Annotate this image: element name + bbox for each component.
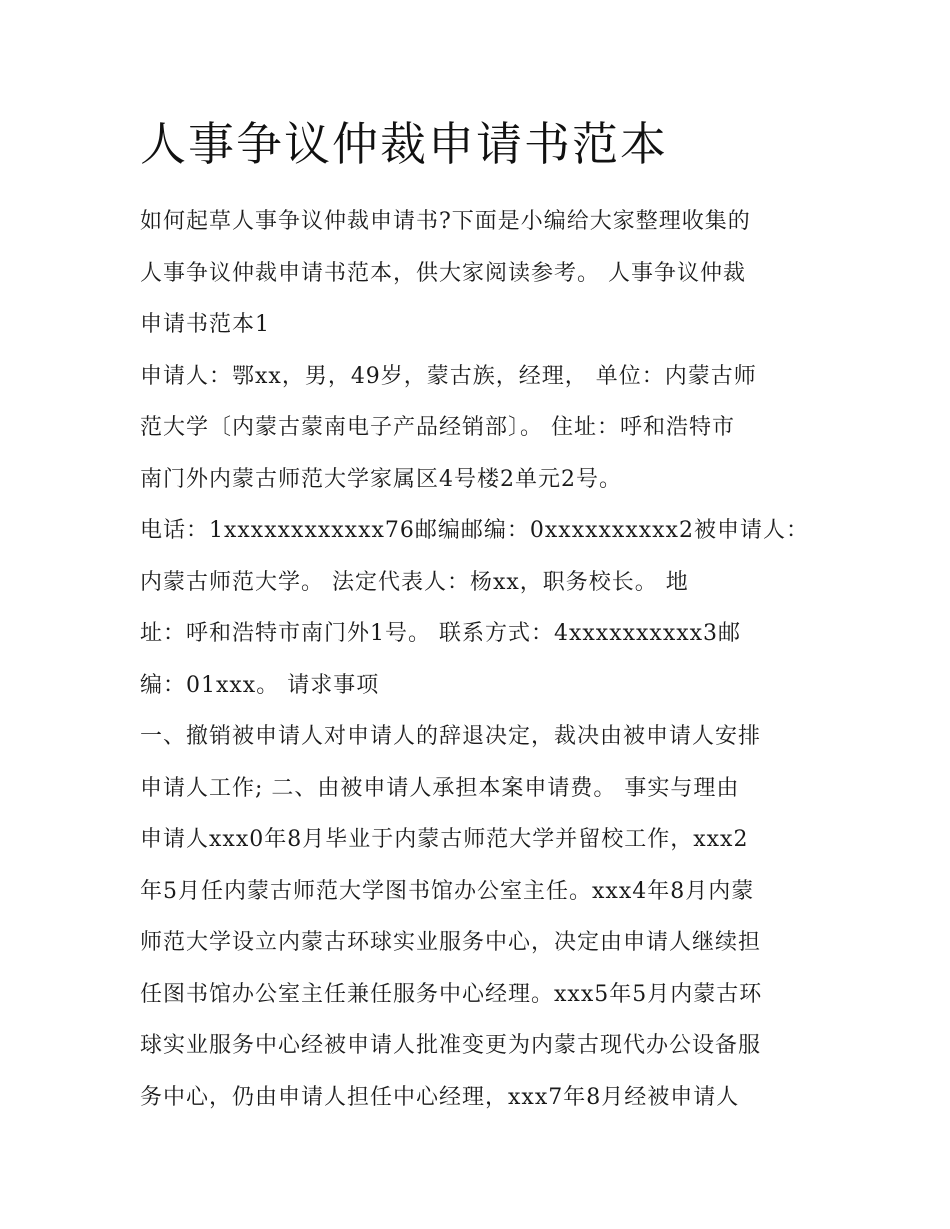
body-line: 一、撤销被申请人对申请人的辞退决定，裁决由被申请人安排	[140, 724, 762, 749]
body-line: 任图书馆办公室主任兼任服务中心经理。xxx5年5月内蒙古环	[140, 981, 763, 1007]
body-line: 电话：1xxxxxxxxxxxx76邮编邮编：0xxxxxxxxxx2被申请人：	[140, 518, 809, 543]
body-line: 务中心，仍由申请人担任中心经理，xxx7年8月经被申请人	[140, 1084, 740, 1110]
body-line: 南门外内蒙古师范大学家属区4号楼2单元2号。	[140, 466, 622, 492]
body-line: 址：呼和浩特市南门外1号。 联系方式：4xxxxxxxxxx3邮	[140, 621, 742, 646]
body-line: 申请人工作; 二、由被申请人承担本案申请费。 事实与理由	[140, 775, 740, 801]
body-line: 球实业服务中心经被申请人批准变更为内蒙古现代办公设备服	[140, 1033, 762, 1058]
body-line: 内蒙古师范大学。 法定代表人：杨xx，职务校长。 地	[140, 569, 689, 595]
body-line: 编：01xxx。 请求事项	[140, 672, 380, 698]
body-line: 师范大学设立内蒙古环球实业服务中心，决定由申请人继续担	[140, 930, 762, 955]
body-line: 申请书范本1	[140, 312, 270, 337]
body-line: 人事争议仲裁申请书范本，供大家阅读参考。 人事争议仲裁	[140, 260, 746, 286]
document-title: 人事争议仲裁申请书范本	[140, 117, 668, 171]
document-body	[140, 196, 820, 1123]
body-line: 申请人：鄂xx，男，49岁，蒙古族，经理， 单位：内蒙古师	[140, 363, 757, 389]
body-line: 年5月任内蒙古师范大学图书馆办公室主任。xxx4年8月内蒙	[140, 878, 755, 904]
body-line: 申请人xxx0年8月毕业于内蒙古师范大学并留校工作，xxx2	[140, 827, 749, 852]
body-line: 范大学〔内蒙古蒙南电子产品经销部〕。 住址：呼和浩特市	[140, 415, 735, 440]
body-line: 如何起草人事争议仲裁申请书?下面是小编给大家整理收集的	[140, 209, 751, 234]
